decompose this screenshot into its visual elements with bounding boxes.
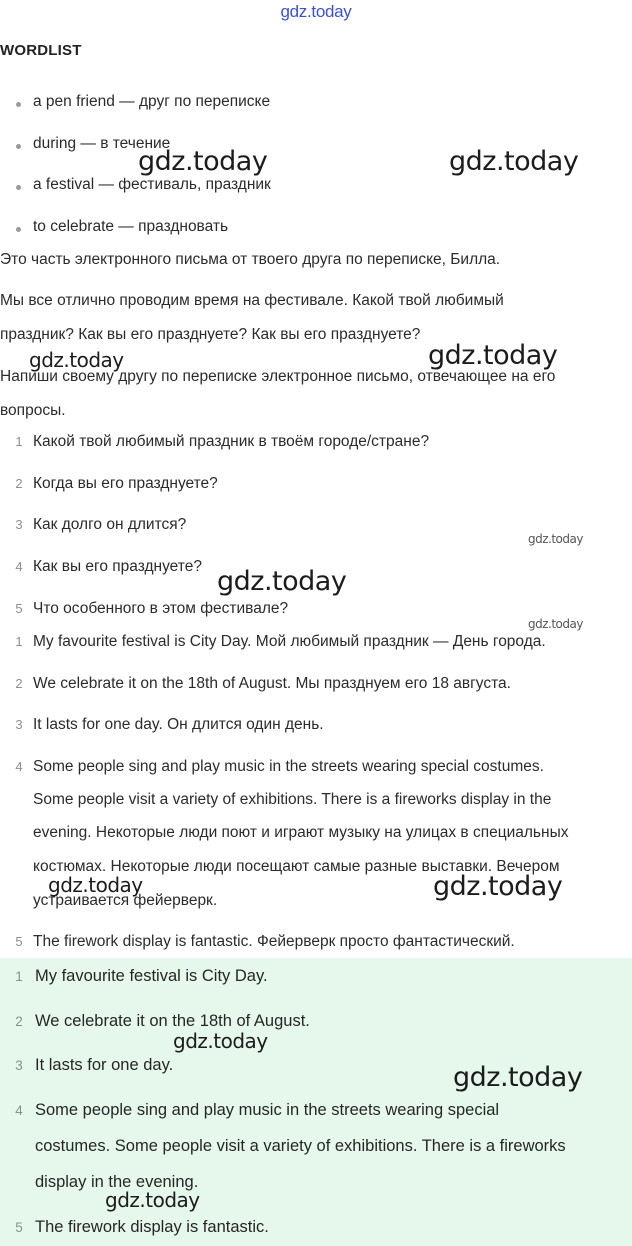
answer-text: We celebrate it on the 18th of August. (35, 1012, 310, 1030)
answer-text-line: устраивается фейерверк. (33, 892, 218, 909)
question-text: Когда вы его празднуете? (33, 475, 218, 492)
item-number: 5 (15, 934, 23, 949)
watermark: gdz.today (433, 871, 563, 902)
answer-text-line: костюмах. Некоторые люди посещают самые разные выставки. Вечером (33, 858, 560, 875)
item-number: 3 (15, 517, 23, 532)
bullet-icon (16, 102, 21, 107)
item-number: 1 (15, 969, 23, 984)
question-text: Что особенного в этом фестивале? (33, 600, 289, 617)
answer-text: It lasts for one day. Он длится один день. (33, 716, 324, 733)
watermark: gdz.today (528, 617, 583, 631)
answer-text: My favourite festival is City Day. (35, 967, 268, 985)
watermark: gdz.today (48, 873, 143, 897)
answer-text-line: evening. Некоторые люди поют и играют музыку на улицах в специальных (33, 824, 569, 841)
item-number: 3 (15, 1058, 23, 1073)
intro-paragraph: Это часть электронного письма от твоего друга по переписке, Билла. (0, 251, 501, 268)
watermark: gdz.today (428, 340, 558, 371)
item-number: 2 (15, 1014, 23, 1029)
wordlist-heading: WORDLIST (0, 42, 82, 59)
item-number: 1 (15, 634, 23, 649)
question-text: Какой твой любимый праздник в твоём городе/стране? (33, 433, 430, 450)
answer-text: We celebrate it on the 18th of August. Мы празднуем его 18 августа. (33, 675, 511, 692)
answer-text-line: Some people sing and play music in the streets wearing special (35, 1101, 500, 1119)
watermark: gdz.today (105, 1188, 200, 1212)
wordlist-item-text: a pen friend — друг по переписке (33, 93, 271, 110)
watermark: gdz.today (449, 146, 579, 177)
watermark: gdz.today (138, 146, 268, 177)
answer-text-line: Some people visit a variety of exhibitions. There is a fireworks display in the (33, 791, 552, 808)
watermark: gdz.today (29, 348, 124, 372)
bullet-icon (16, 227, 21, 232)
item-number: 2 (15, 476, 23, 491)
email-line: Мы все отлично проводим время на фестивале. Какой твой любимый (0, 292, 504, 309)
answer-text: It lasts for one day. (35, 1056, 174, 1074)
watermark: gdz.today (528, 532, 583, 546)
site-logo-link[interactable]: gdz.today (280, 2, 352, 21)
item-number: 1 (15, 434, 23, 449)
bullet-icon (16, 144, 21, 149)
watermark: gdz.today (173, 1029, 268, 1053)
answer-text-line: Some people sing and play music in the streets wearing special costumes. (33, 758, 544, 775)
watermark: gdz.today (453, 1062, 583, 1093)
item-number: 4 (15, 559, 23, 574)
item-number: 4 (15, 1103, 23, 1118)
item-number: 2 (15, 676, 23, 691)
answer-text: The firework display is fantastic. Фейерверк просто фантастический. (33, 933, 515, 950)
wordlist-item-text: a festival — фестиваль, праздник (33, 176, 271, 193)
bullet-icon (16, 185, 21, 190)
task-line: вопросы. (0, 402, 66, 419)
item-number: 5 (15, 1220, 23, 1235)
item-number: 5 (15, 601, 23, 616)
answer-text-line: costumes. Some people visit a variety of exhibitions. There is a fireworks (35, 1137, 566, 1155)
watermark: gdz.today (217, 566, 347, 597)
wordlist-item-text: to celebrate — праздновать (33, 218, 229, 235)
answer-text-line: display in the evening. (35, 1173, 199, 1191)
email-line: праздник? Как вы его празднуете? Как вы его празднуете? (0, 326, 421, 343)
item-number: 4 (15, 759, 23, 774)
answer-text: My favourite festival is City Day. Мой любимый праздник — День города. (33, 633, 546, 650)
item-number: 3 (15, 717, 23, 732)
task-line: Напиши своему другу по переписке электронное письмо, отвечающее на его (0, 368, 556, 385)
question-text: Как долго он длится? (33, 516, 187, 533)
wordlist-item-text: during — в течение (33, 135, 171, 152)
question-text: Как вы его празднуете? (33, 558, 202, 575)
answer-text: The firework display is fantastic. (35, 1218, 269, 1236)
